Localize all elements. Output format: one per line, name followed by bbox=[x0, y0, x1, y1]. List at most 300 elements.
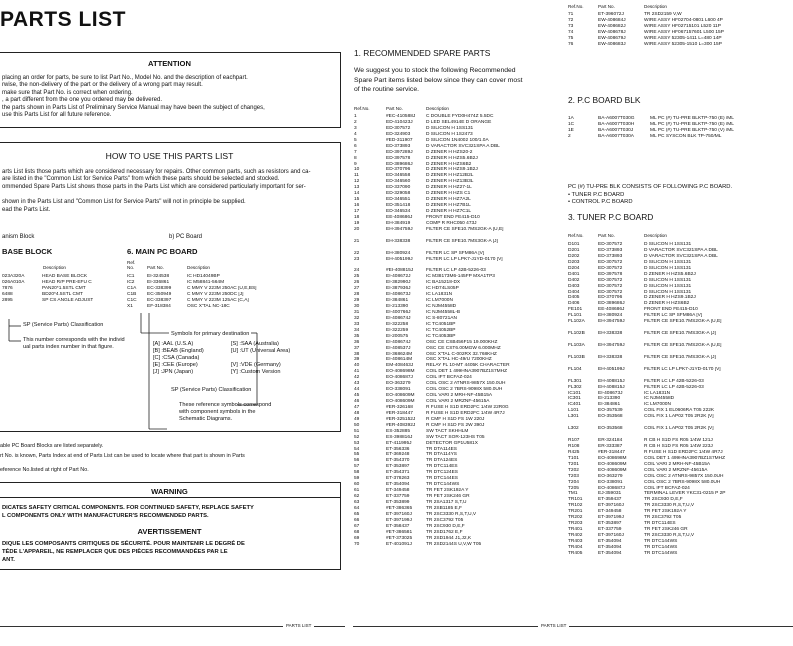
description-cell: IC BA15218-DX bbox=[426, 280, 461, 286]
description-cell: D SILICON H 1SS131 bbox=[426, 125, 474, 131]
spare-header: Ref.No. Part No. Description bbox=[354, 106, 449, 111]
part-no-cell: EW-408679J bbox=[598, 35, 626, 41]
part-no-cell: ED-373893 bbox=[598, 247, 623, 253]
ref-no-cell: 75 bbox=[568, 35, 574, 41]
ref-no-cell: 74 bbox=[568, 29, 574, 35]
description-cell: TR FET 2SK192A Y bbox=[426, 488, 469, 494]
tuner-table bbox=[568, 242, 783, 557]
ref-no-cell: 32 bbox=[354, 315, 360, 321]
ref-no-cell: D401 bbox=[568, 271, 580, 277]
ref-no-cell: 73 bbox=[568, 23, 574, 29]
description-cell: TR 2SD2159 V,W bbox=[644, 12, 682, 17]
part-no-cell: EE-408686J bbox=[386, 214, 413, 220]
ref-no-cell: L301 bbox=[568, 414, 579, 420]
part-no-cell: #ER-318447 bbox=[598, 449, 625, 455]
ref-no-cell: 62 bbox=[354, 494, 360, 500]
part-no-cell: ET-349458 bbox=[386, 488, 410, 494]
description-cell: FILTER LC SP SFM86A [V] bbox=[426, 250, 485, 256]
ref-no-cell: 1C bbox=[568, 121, 575, 127]
part-no-cell: ED-307572 bbox=[598, 265, 623, 271]
description-cell: D ZENER H HZ7A2L bbox=[426, 197, 471, 203]
part-no-cell: ET-354370 bbox=[386, 458, 410, 464]
footer-left: PARTS LIST bbox=[283, 623, 314, 628]
ref-no-cell: 10 bbox=[354, 167, 360, 173]
ref-no-cell: 3 bbox=[354, 125, 357, 131]
ref-no-cell: D402 bbox=[568, 277, 580, 283]
description-cell: TR DTA124ES bbox=[426, 458, 458, 464]
description-cell: IC LA1831N bbox=[426, 292, 453, 298]
description-cell: COIL DET 1 499HNA3907BZ1S7MHZ bbox=[644, 455, 726, 461]
part-no-cell: ER-333387 bbox=[598, 443, 623, 449]
ref-no-cell: 52 bbox=[354, 434, 360, 440]
ref-no-cell: 64 bbox=[354, 505, 360, 511]
how-to-line: arts List lists those parts which are considered necessary for repairs. Other common parts, such as resistors and ca- bbox=[2, 169, 311, 175]
main-pc-col-part: Part No. bbox=[147, 265, 164, 270]
description-cell: R FUSE H S1D ERD2FC 1/4W 22R0G bbox=[426, 404, 509, 410]
part-no-cell: EH-394759J bbox=[386, 226, 413, 232]
description-cell: TR FET 2SK246 GR bbox=[426, 494, 470, 500]
description-cell: D ZENER H HZS6B2 bbox=[426, 161, 472, 167]
part-no-cell: EH-338338 bbox=[598, 354, 623, 360]
part-no-cell: EO-363279 bbox=[386, 381, 411, 387]
ref-no-cell: D202 bbox=[568, 253, 580, 259]
tuner-heading: 3. TUNER P.C BOARD bbox=[568, 212, 654, 222]
ref-no-cell: 6 bbox=[354, 143, 357, 149]
part-no-cell: EI-213390 bbox=[598, 396, 621, 402]
part-no-cell: ET-397160J bbox=[386, 511, 412, 517]
attention-line: rwise, the non-delivery of the part or the delivery of a wrong part may result. bbox=[2, 82, 203, 89]
part-no-cell: EI-384861 bbox=[386, 298, 409, 304]
ref-no-cell: 58 bbox=[354, 470, 360, 476]
ref-no-cell: 15 bbox=[354, 197, 360, 203]
part-no-cell: EO-353568 bbox=[598, 414, 623, 420]
part-no-cell: EI-408673J bbox=[598, 390, 623, 396]
table-row bbox=[568, 551, 783, 557]
ref-no-cell: D404 bbox=[568, 289, 580, 295]
description-cell: D ZENER H HZ27-1L bbox=[426, 185, 472, 191]
part-no-cell: EI-322259 bbox=[386, 327, 409, 333]
ref-no-cell: 54 bbox=[354, 446, 360, 452]
description-cell: FRONT END FE415-D10 bbox=[644, 307, 698, 313]
part-no-cell: #ET-373025 bbox=[386, 535, 413, 541]
part-no-cell: ED-307572 bbox=[598, 289, 623, 295]
ref-no-cell: D101 bbox=[568, 242, 580, 247]
ref-no-cell: TR403 bbox=[568, 538, 583, 544]
part-no-cell: #ER-318447 bbox=[386, 410, 413, 416]
part-no-cell: EI-322258 bbox=[386, 321, 409, 327]
description-cell: D LED SEL4914E D ORANGE bbox=[426, 119, 492, 125]
sp-note-left-line1: This number corresponds with the individ bbox=[23, 337, 125, 343]
description-cell: TR 2SB1185 E,F bbox=[426, 505, 462, 511]
part-no-cell: ET-378263 bbox=[386, 476, 410, 482]
description-cell: D VARACTOR SVC321SPA A DBL bbox=[426, 143, 500, 149]
part-no-cell: ET-354094 bbox=[598, 550, 622, 556]
description-cell: COIL VARI 2 MRH-NF-45B15A bbox=[644, 461, 711, 467]
part-no-cell: #ET-386365 bbox=[386, 505, 413, 511]
warning-line: DICATES SAFETY CRITICAL COMPONENTS. FOR CONTINUED SAFETY, REPLACE SAFETY bbox=[2, 505, 254, 511]
ref-no-cell: 30 bbox=[354, 304, 360, 310]
ref-no-cell: 46 bbox=[354, 399, 360, 405]
symbols-list: [A] :AAL (U.S.A) [S] :SAA (Australia) [B] :BEAB (England) [U] :UT (Universal Area) [C] :CSA (Canada) [E] :CEE (Europe) [V] :VDE (Germany) [J] :JPN (Japan) [Y] :Custom Version bbox=[153, 341, 291, 375]
ref-no-cell: 20 bbox=[354, 226, 360, 232]
description-cell: FILTER CE SFE10.7MS2GK-A [U,E] bbox=[644, 319, 722, 325]
ref-no-cell: 29 bbox=[354, 298, 360, 304]
part-no-cell: ED-307572 bbox=[598, 259, 623, 265]
ref-no-cell: T201 bbox=[568, 461, 579, 467]
description-cell: D ZENER H HZS9.1B2J bbox=[644, 295, 696, 301]
description-cell: D SILICON H 1SS131 bbox=[644, 242, 692, 247]
avertissement-heading: AVERTISSEMENT bbox=[137, 527, 202, 536]
part-no-cell: ET-354094 bbox=[598, 538, 622, 544]
avertissement-line: DIQUE LES COMPOSANTS CRITIQUES DE SÉCURITÉ. POUR MAINTENIR LE DEGRÉ DE bbox=[2, 541, 245, 547]
footer-right: PARTS LIST bbox=[538, 623, 569, 628]
part-no-cell: #ET-386581 bbox=[386, 529, 413, 535]
part-no-cell: EO-408687J bbox=[598, 485, 625, 491]
description-cell: D SILICON H 1SS131 bbox=[644, 265, 692, 271]
description-cell: D SILICON H 1SS131 bbox=[644, 289, 692, 295]
part-no-cell: ED-397578 bbox=[598, 271, 623, 277]
ref-no-cell: D406 bbox=[568, 301, 580, 307]
part-no-cell: EH-338338 bbox=[386, 238, 411, 244]
part-no-cell: ED-389686J bbox=[386, 161, 413, 167]
description-cell: SW TACT SKHHLM bbox=[426, 428, 469, 434]
description-cell: COIL VARI 2 MRZNF-45615A bbox=[426, 399, 490, 405]
ref-no-cell: 67 bbox=[354, 523, 360, 529]
description-cell: WIRE ASSY 52305-1411 L=480 14P bbox=[644, 35, 722, 41]
ref-no-cell: FL302 bbox=[568, 384, 582, 390]
table-row bbox=[568, 319, 783, 331]
table-row bbox=[568, 414, 783, 426]
ref-no-cell: 27 bbox=[354, 286, 360, 292]
part-no-cell: ED-346558 bbox=[386, 173, 411, 179]
ref-no-cell: 76 bbox=[568, 41, 574, 47]
part-no-cell: EH-405199J bbox=[598, 366, 625, 372]
part-no-cell: EW-408683J bbox=[598, 41, 626, 47]
description-cell: TR DTC114ES bbox=[426, 464, 458, 470]
part-no-cell: ET-369248 bbox=[386, 452, 410, 458]
part-no-cell: EO-338091 bbox=[386, 387, 411, 393]
part-no-cell: EH-394759J bbox=[598, 319, 625, 325]
ref-no-cell: T202 bbox=[568, 467, 579, 473]
ref-no-cell: 40 bbox=[354, 363, 360, 369]
description-cell: D ZENER H HZS5.6B2J bbox=[426, 155, 478, 161]
ref-no-cell: 11 bbox=[354, 173, 359, 179]
spare-heading: 1. RECOMMENDED SPARE PARTS bbox=[354, 48, 491, 58]
ref-no-cell: 21 bbox=[354, 238, 360, 244]
description-cell: COIL OSC 2 ATNRS-9857X 150.0UH bbox=[644, 473, 724, 479]
description-cell: D ZENER H HZ13B3L bbox=[426, 179, 474, 185]
ref-no-cell: 26 bbox=[354, 280, 360, 286]
ref-no-cell: 35 bbox=[354, 333, 360, 339]
tuner-header: Ref.No. Part No. Description bbox=[568, 233, 667, 238]
description-cell: FILTER LC LP LPK7-J1YD-0170 [V] bbox=[644, 366, 721, 372]
description-cell: R CB H S1D FS R05 1/4W 121J bbox=[644, 438, 713, 444]
ref-no-cell: 18 bbox=[354, 214, 360, 220]
description-cell: TR DTC144WS bbox=[644, 538, 678, 544]
ref-no-cell: 22 bbox=[354, 250, 360, 256]
table-row bbox=[568, 331, 783, 343]
description-cell: FILTER CE SFE10.7MS3GK-A [J] bbox=[426, 238, 498, 244]
ref-no-cell: 36 bbox=[354, 339, 360, 345]
ref-no-cell: 65 bbox=[354, 511, 360, 517]
attention-line: placing an order for parts, be sure to list Part No., Model No. and the description of eachpart. bbox=[2, 75, 248, 81]
description-cell: D SILICON H 1SS131 bbox=[644, 277, 692, 283]
description-cell: COIL OSC 2 7BRS-9098X 580.0UH bbox=[644, 479, 721, 485]
ref-no-cell: 23 bbox=[354, 256, 360, 262]
part-no-cell: ET-358437 bbox=[386, 523, 410, 529]
attention-line: make sure that Part No. is correct when ordering. bbox=[2, 89, 133, 96]
table-row bbox=[354, 542, 529, 548]
table-row bbox=[354, 257, 529, 269]
part-no-cell: #ED-311907 bbox=[386, 137, 413, 143]
page-title: PARTS LIST bbox=[0, 8, 126, 31]
ref-no-cell: 12 bbox=[354, 179, 360, 185]
ref-no-cell: 7 bbox=[354, 149, 357, 155]
description-cell: FILTER LC LP 42B-5226-03 bbox=[644, 384, 704, 390]
description-cell: D ZENER H HZS9.1B2J bbox=[426, 167, 478, 173]
ref-no-cell: L302 bbox=[568, 426, 579, 432]
part-no-cell: ET-359437 bbox=[598, 497, 622, 503]
description-cell: TR 2SC3792 T05 bbox=[426, 517, 464, 523]
description-cell: WIRE ASSY HF02704-0801 L600 4P bbox=[644, 17, 723, 23]
ref-no-cell: 48 bbox=[354, 410, 360, 416]
ref-no-cell: 34 bbox=[354, 327, 360, 333]
warning-text bbox=[2, 504, 254, 520]
ref-no-cell: TM1 bbox=[568, 491, 578, 497]
ref-no-cell: 51 bbox=[354, 428, 360, 434]
description-cell: IC NJM4558D bbox=[426, 304, 457, 310]
description-cell: FRONT END FE415-D10 bbox=[426, 214, 480, 220]
ref-no-cell: TR203 bbox=[568, 521, 583, 527]
part-no-cell: ED-329058 bbox=[386, 191, 411, 197]
ref-no-cell: 44 bbox=[354, 387, 360, 393]
ref-no-cell: 59 bbox=[354, 476, 360, 482]
part-no-cell: EH-394759J bbox=[598, 342, 625, 348]
ref-no-cell: 38 bbox=[354, 351, 360, 357]
table-row: 023A320A HEAD BASE BLOCK bbox=[2, 274, 88, 279]
description-cell: D SILICON H 1S2473 bbox=[426, 131, 473, 137]
ref-no-cell: 60 bbox=[354, 482, 360, 488]
description-cell: TR FET 2SK192A Y bbox=[644, 509, 687, 515]
part-no-cell: ET-396072J bbox=[598, 12, 624, 17]
description-cell: C DOUBLE FYD0H474Z 5.5DC bbox=[426, 114, 494, 119]
ref-no-cell: T203 bbox=[568, 473, 579, 479]
description-cell: OSC X'TAL C-002RX 32.768KHZ bbox=[426, 351, 497, 357]
ref-no-cell: 14 bbox=[354, 191, 360, 197]
description-cell: COIL FIX 1 LAP02 T05 2R2K [V] bbox=[644, 414, 714, 420]
ref-no-cell: R108 bbox=[568, 443, 580, 449]
part-no-cell: ED-346551 bbox=[386, 197, 411, 203]
part-no-cell: ET-337759 bbox=[386, 494, 410, 500]
note-reference: eference No.listed at right of Part No. bbox=[0, 467, 89, 473]
part-no-cell: ET-353897 bbox=[598, 521, 622, 527]
part-no-cell: EI-382990J bbox=[386, 280, 411, 286]
description-cell: FILTER LC SP SFM86A [V] bbox=[644, 313, 703, 319]
ref-no-cell: FL102B bbox=[568, 331, 585, 337]
description-cell: OSC X'TAL HC-49/U 7200KHZ bbox=[426, 357, 492, 363]
ref-no-cell: T101 bbox=[568, 455, 579, 461]
part-no-cell: EJ-359031 bbox=[598, 491, 622, 497]
pc-blk-heading: 2. P.C BOARD BLK bbox=[568, 95, 641, 105]
description-cell: RELAY FL 10-MT 4405K CHARACTER bbox=[426, 363, 510, 369]
description-cell: IC LA1831N bbox=[644, 390, 671, 396]
table-row bbox=[568, 367, 783, 379]
table-row: 6488 BD20*4.5STL CMT bbox=[2, 291, 83, 297]
how-to-line: ead the Parts List. bbox=[2, 206, 51, 213]
part-no-cell: ED-346534 bbox=[386, 209, 411, 214]
description-cell: TR FET 2SK246 GR bbox=[644, 527, 688, 533]
description-cell: IC NJM4558L-B bbox=[426, 309, 461, 315]
description-cell: D SILICON H 1SS131 bbox=[644, 283, 692, 289]
description-cell: IC M38173M6-145FP MXA1TP3 bbox=[426, 274, 495, 280]
ref-no-cell: 70 bbox=[354, 541, 360, 547]
attention-box bbox=[0, 52, 341, 128]
description-cell: COIL DET 1 499HNA3907BZ1S7MHZ bbox=[426, 369, 508, 375]
wire-table bbox=[568, 12, 778, 48]
attention-line: the parts shown in Parts List of Preliminary Service Manual may have been the subject of changes, bbox=[2, 104, 265, 111]
description-cell: ML PC (#) TU-PRE BLKTP-750 (E) /ML bbox=[650, 116, 734, 121]
ref-no-cell: TR202 bbox=[568, 515, 583, 521]
symbols-note-3: Schematic Diagrams. bbox=[179, 416, 233, 422]
part-no-cell: EI-368624M bbox=[386, 351, 413, 357]
description-cell: R CMF H S1D FS 2W 390J bbox=[426, 422, 485, 428]
ref-no-cell: 63 bbox=[354, 499, 360, 505]
description-cell: TR DTA114YS bbox=[426, 452, 458, 458]
table-row bbox=[568, 42, 778, 48]
ref-no-cell: 72 bbox=[568, 17, 574, 23]
part-no-cell: ET-356336 bbox=[386, 446, 410, 452]
spare-table bbox=[354, 114, 529, 547]
description-cell: D ZENER H HZ7C1L bbox=[426, 209, 472, 214]
description-cell: OSC CE CSB456F15 19.000KHZ bbox=[426, 339, 498, 345]
description-cell: COIL VARI 2 MRH-NF-45B15A bbox=[426, 393, 493, 399]
description-cell: D VARACTOR SVC321SPA A DBL bbox=[644, 247, 718, 253]
ref-no-cell: 31 bbox=[354, 309, 360, 315]
avertissement-line: ANT. bbox=[2, 557, 15, 563]
description-cell: TR 2SC3330 R,S,T,U,V bbox=[644, 503, 695, 509]
part-no-cell: ET-337759 bbox=[598, 527, 622, 533]
part-no-cell: ED-337090 bbox=[386, 185, 411, 191]
ref-no-cell: 37 bbox=[354, 345, 360, 351]
description-cell: D ZENER H HZS20-2 bbox=[426, 149, 473, 155]
description-cell: IC HD74LS05P bbox=[426, 286, 459, 292]
part-no-cell: EM-408463J bbox=[386, 363, 414, 369]
description-cell: ML PC SYSCON BLK TP-750/ML bbox=[650, 133, 722, 139]
description-cell: TR DTC144WS bbox=[644, 550, 678, 556]
ref-no-cell: TR102 bbox=[568, 503, 583, 509]
description-cell: R CB H S1D FS R05 1/4W 223J bbox=[644, 443, 713, 449]
part-no-cell: EO-353568 bbox=[598, 426, 623, 432]
ref-no-cell: 5 bbox=[354, 137, 357, 143]
description-cell: COIL VARI 2 MRZNF-45615A bbox=[644, 467, 708, 473]
description-cell: IC TC4053BP bbox=[426, 333, 456, 339]
ref-no-cell: 66 bbox=[354, 517, 360, 523]
ref-no-cell: 1E bbox=[568, 127, 574, 133]
part-no-cell: ED-346560 bbox=[386, 179, 411, 185]
wire-header: Ref.No. Part No. Description bbox=[568, 4, 667, 9]
part-no-cell: EH-380924 bbox=[386, 250, 411, 256]
part-no-cell: ED-370796 bbox=[598, 295, 623, 301]
description-cell: TR DTC144WS bbox=[426, 482, 460, 488]
description-cell: D ZENER H HZ7B1L bbox=[426, 203, 471, 209]
pc-board-label: b) PC Board bbox=[169, 234, 203, 240]
table-row bbox=[568, 355, 783, 367]
part-no-cell: EI-408672J bbox=[386, 274, 411, 280]
description-cell: COIL IFT BCFAZ-024 bbox=[644, 485, 690, 491]
ref-no-cell: FE101 bbox=[568, 307, 583, 313]
ref-no-cell: T204 bbox=[568, 479, 579, 485]
part-no-cell: ET-397199J bbox=[386, 517, 412, 523]
avertissement-line: TÉDE L'APPAREIL, NE REMPLACER QUE DES PIÈCES RECOMMANDÉES PAR LE bbox=[2, 549, 228, 555]
description-cell: TR 2SD2144S U,V,W T05 bbox=[426, 541, 482, 547]
pc-blk-note: PC (#) TU-PRE BLK CONSISTS OF FOLLOWING P.C BOARD. • TUNER P.C BOARD • CONTROL P.C BOARD bbox=[568, 184, 733, 206]
part-no-cell: BA-A6007T030G bbox=[598, 116, 635, 121]
part-no-cell: ET-411995J bbox=[386, 440, 412, 446]
note-separate-blocks: able PC Board Blocks are listed separately. bbox=[0, 443, 104, 449]
description-cell: COIL FIX 1 LAP02 T05 2R2K [V] bbox=[644, 426, 714, 432]
ref-no-cell: FL103B bbox=[568, 354, 585, 360]
part-no-cell: EH-405199J bbox=[386, 256, 413, 262]
table-row: 2895 SP CS ANGLE ADJUST bbox=[2, 297, 94, 303]
ref-no-cell: D405 bbox=[568, 295, 580, 301]
base-block-col-desc: Description bbox=[43, 265, 66, 270]
spare-intro: We suggest you to stock the following Recommended Spare Part items listed below since they can cover most of the routine service. bbox=[354, 67, 523, 94]
part-no-cell: ES-352885 bbox=[386, 428, 411, 434]
description-cell: FILTER CE SFE10.7MS2GK-A [U,E] bbox=[644, 342, 722, 348]
description-cell: R FUSE H S1D ERD2FC 1/4W 4R7J bbox=[426, 410, 505, 416]
warning-line: L COMPONENTS ONLY WITH MANUFACTURER'S RECOMMENDED PARTS. bbox=[2, 513, 209, 519]
ref-no-cell: 8 bbox=[354, 155, 357, 161]
warning-heading: WARNING bbox=[151, 487, 188, 496]
description-cell: ML PC (#) TU-PRE BLKTP-750 (E) /ML bbox=[650, 121, 734, 127]
part-no-cell: #EI-408815J bbox=[386, 268, 414, 274]
part-no-cell: EO-408609M bbox=[386, 399, 415, 405]
part-no-cell: EI-408673J bbox=[386, 292, 411, 298]
part-no-cell: EI-408674J bbox=[386, 339, 411, 345]
attention-line: use this Parts List for all future reference. bbox=[2, 112, 112, 119]
description-cell: COMP R RHC050 473J bbox=[426, 220, 477, 226]
ref-no-cell: 43 bbox=[354, 381, 360, 387]
part-no-cell: EH-408815J bbox=[598, 384, 625, 390]
ref-no-cell: 39 bbox=[354, 357, 360, 363]
part-no-cell: EH-338338 bbox=[598, 331, 623, 337]
ref-no-cell: D204 bbox=[568, 265, 580, 271]
part-no-cell: BA-A6007T030A bbox=[598, 133, 635, 139]
description-cell: FILTER CE SFE10.7MS3GK-A [J] bbox=[644, 331, 716, 337]
ref-no-cell: IC301 bbox=[568, 396, 581, 402]
ref-no-cell: 2 bbox=[568, 133, 571, 139]
description-cell: FILTER CE SFE10.7MS2GK-A [U,E] bbox=[426, 226, 504, 232]
part-no-cell: ED-307572 bbox=[598, 283, 623, 289]
part-no-cell: BA-A6007T030H bbox=[598, 121, 635, 127]
pc-blk-table bbox=[568, 116, 783, 140]
description-cell: TR DTC144ES bbox=[426, 476, 458, 482]
how-to-line: shown in the Parts List and "Common List for Service Parts" will not in principle be supplied. bbox=[2, 199, 246, 206]
ref-no-cell: 13 bbox=[354, 185, 360, 191]
warning-box bbox=[0, 482, 341, 570]
ref-no-cell: IC401 bbox=[568, 402, 581, 408]
description-cell: D ZENER H HZS C1 bbox=[426, 191, 471, 197]
description-cell: D ZENER H HZS6B2 bbox=[644, 301, 690, 307]
part-no-cell: #ER-326168 bbox=[386, 404, 413, 410]
part-no-cell: EW-408678J bbox=[598, 29, 626, 35]
ref-no-cell: TR101 bbox=[568, 497, 583, 503]
ref-no-cell: 17 bbox=[354, 209, 360, 214]
description-cell: DETECTOR GP1U581X bbox=[426, 440, 478, 446]
how-to-heading: HOW TO USE THIS PARTS LIST bbox=[105, 151, 234, 161]
part-no-cell: EH-380924 bbox=[598, 313, 623, 319]
ref-no-cell: 56 bbox=[354, 458, 360, 464]
